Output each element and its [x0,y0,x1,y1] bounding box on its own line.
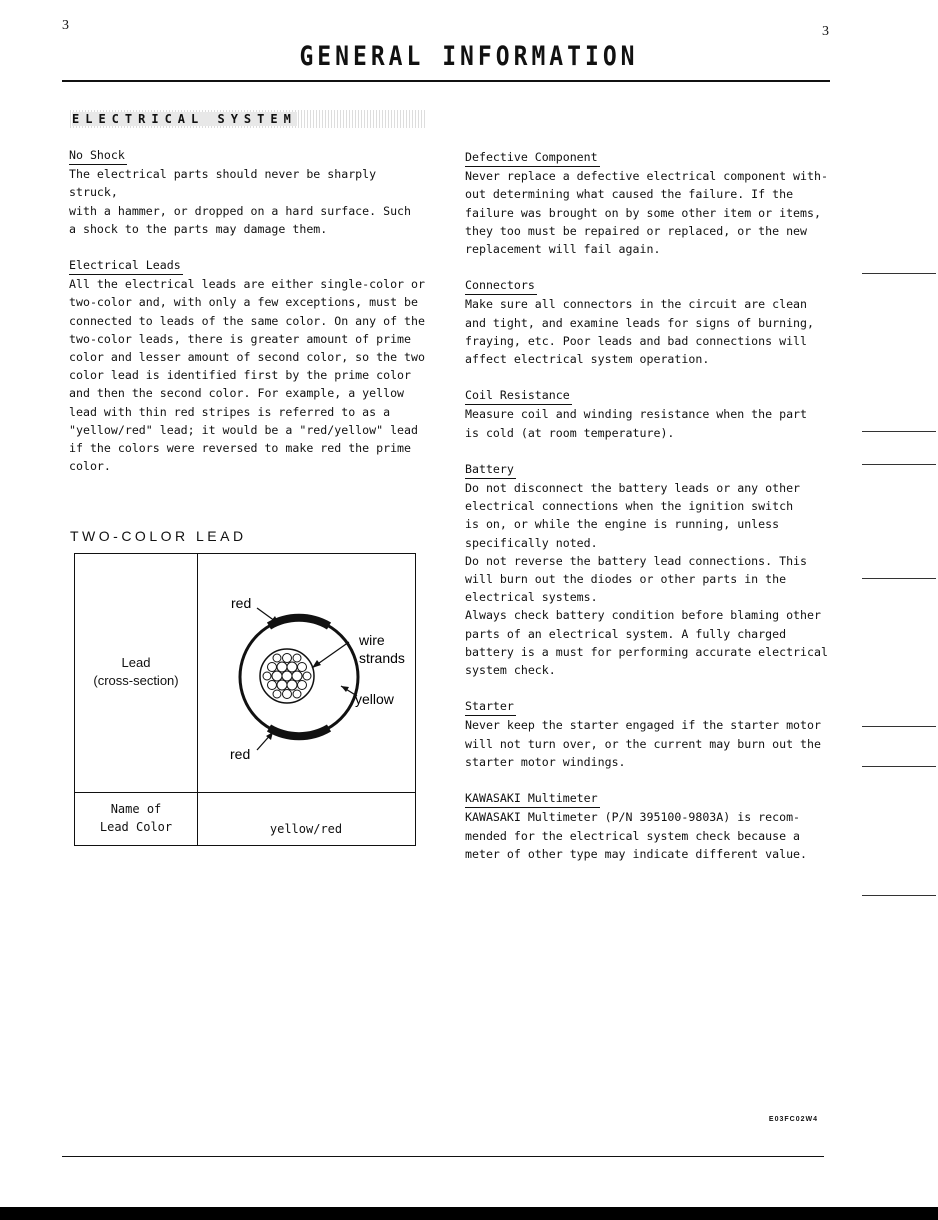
label-strands: strands [359,650,405,666]
topic-body: Never replace a defective electrical component with- out determining what caused the failure. If the failure was brought on by some other item or items, they too must be repaired or replaced, or the new replacement will fail again. [465,169,828,257]
left-column [69,146,429,493]
topic-electrical-leads [69,256,429,475]
topic-body: The electrical parts should never be sharply struck, with a hammer, or dropped on a hard surface. Such a shock to the parts may damage them. [69,167,412,236]
margin-mark [862,726,936,727]
margin-mark [862,431,936,432]
topic-body: All the electrical leads are either single-color or two-color and, with only a few exceptions, must be connected to leads of the same color. On any of the two-color leads, there is greater amount of prime color and lesser amount of second color, so the two color lead is identified first by the prime color and then the second color. For example, a yellow lead with thin red stripes is referred to as a "yellow/red" lead; it would be a "red/yellow" lead if the colors were reversed to make red the prime color. [69,277,425,474]
topic-heading: No Shock [69,146,127,165]
scan-bottom-bar [0,1207,938,1220]
footer-rule [62,1156,824,1157]
topic-defective-component [465,148,837,258]
footer-code: E03FC02W4 [768,1116,818,1123]
table-divider [75,792,415,793]
topic-heading: Defective Component [465,148,600,167]
topic-coil-resistance [465,386,837,442]
topic-heading: Battery [465,460,516,479]
topic-starter [465,697,837,771]
topic-connectors [465,276,837,368]
margin-mark [862,273,936,274]
topic-body: Do not disconnect the battery leads or any other electrical connections when the ignition switch is on, or while the engine is running, unless specifically noted. Do not reverse the battery lead connections. This will burn out the diodes or other parts in the electrical systems. Always check battery condition before blaming other parts of an electrical system. A fully charged battery is a must for performing accurate electrical system check. [465,481,828,678]
red-stripe-top [269,618,329,626]
two-color-lead-table [74,553,416,846]
topic-body: Never keep the starter engaged if the starter motor will not turn over, or the current may burn out the starter motor windings. [465,718,821,769]
section-title: ELECTRICAL SYSTEM [72,112,297,126]
topic-heading: KAWASAKI Multimeter [465,789,600,808]
margin-mark [862,578,936,579]
topic-body: Make sure all connectors in the circuit are clean and tight, and examine leads for signs of burning, fraying, etc. Poor leads and bad connections will affect electrical system operation. [465,297,815,367]
red-stripe-bottom [269,728,329,736]
row-label-name: Name of Lead Color [99,802,173,834]
topic-no-shock [69,146,429,238]
title-rule [62,80,830,82]
label-yellow: yellow [355,691,394,707]
page-number-left: 3 [62,18,69,33]
topic-heading: Connectors [465,276,537,295]
right-column [465,148,837,881]
section-header [70,110,427,128]
label-wire: wire [359,632,385,648]
topic-battery [465,460,837,679]
label-red-bottom: red [230,746,251,762]
margin-mark [862,464,936,465]
topic-heading: Electrical Leads [69,256,183,275]
page-title: GENERAL INFORMATION [299,42,639,72]
row-label-lead: Lead (cross-section) [93,655,179,688]
topic-heading: Starter [465,697,516,716]
topic-heading: Coil Resistance [465,386,572,405]
lead-color-value: yellow/red [269,822,343,836]
wire-strands [263,654,311,699]
label-red-top: red [231,595,252,611]
topic-body: KAWASAKI Multimeter (P/N 395100-9803A) is recom- mended for the electrical system check because a meter of other type may indicate different value. [465,810,808,861]
topic-kawasaki-multimeter [465,789,837,863]
topic-body: Measure coil and winding resistance when the part is cold (at room temperature). [465,407,808,440]
lead-cross-section-svg [197,554,415,792]
diagram-title: TWO-COLOR LEAD [70,528,247,544]
margin-mark [862,895,936,896]
margin-mark [862,766,936,767]
page-number-right: 3 [822,24,829,39]
